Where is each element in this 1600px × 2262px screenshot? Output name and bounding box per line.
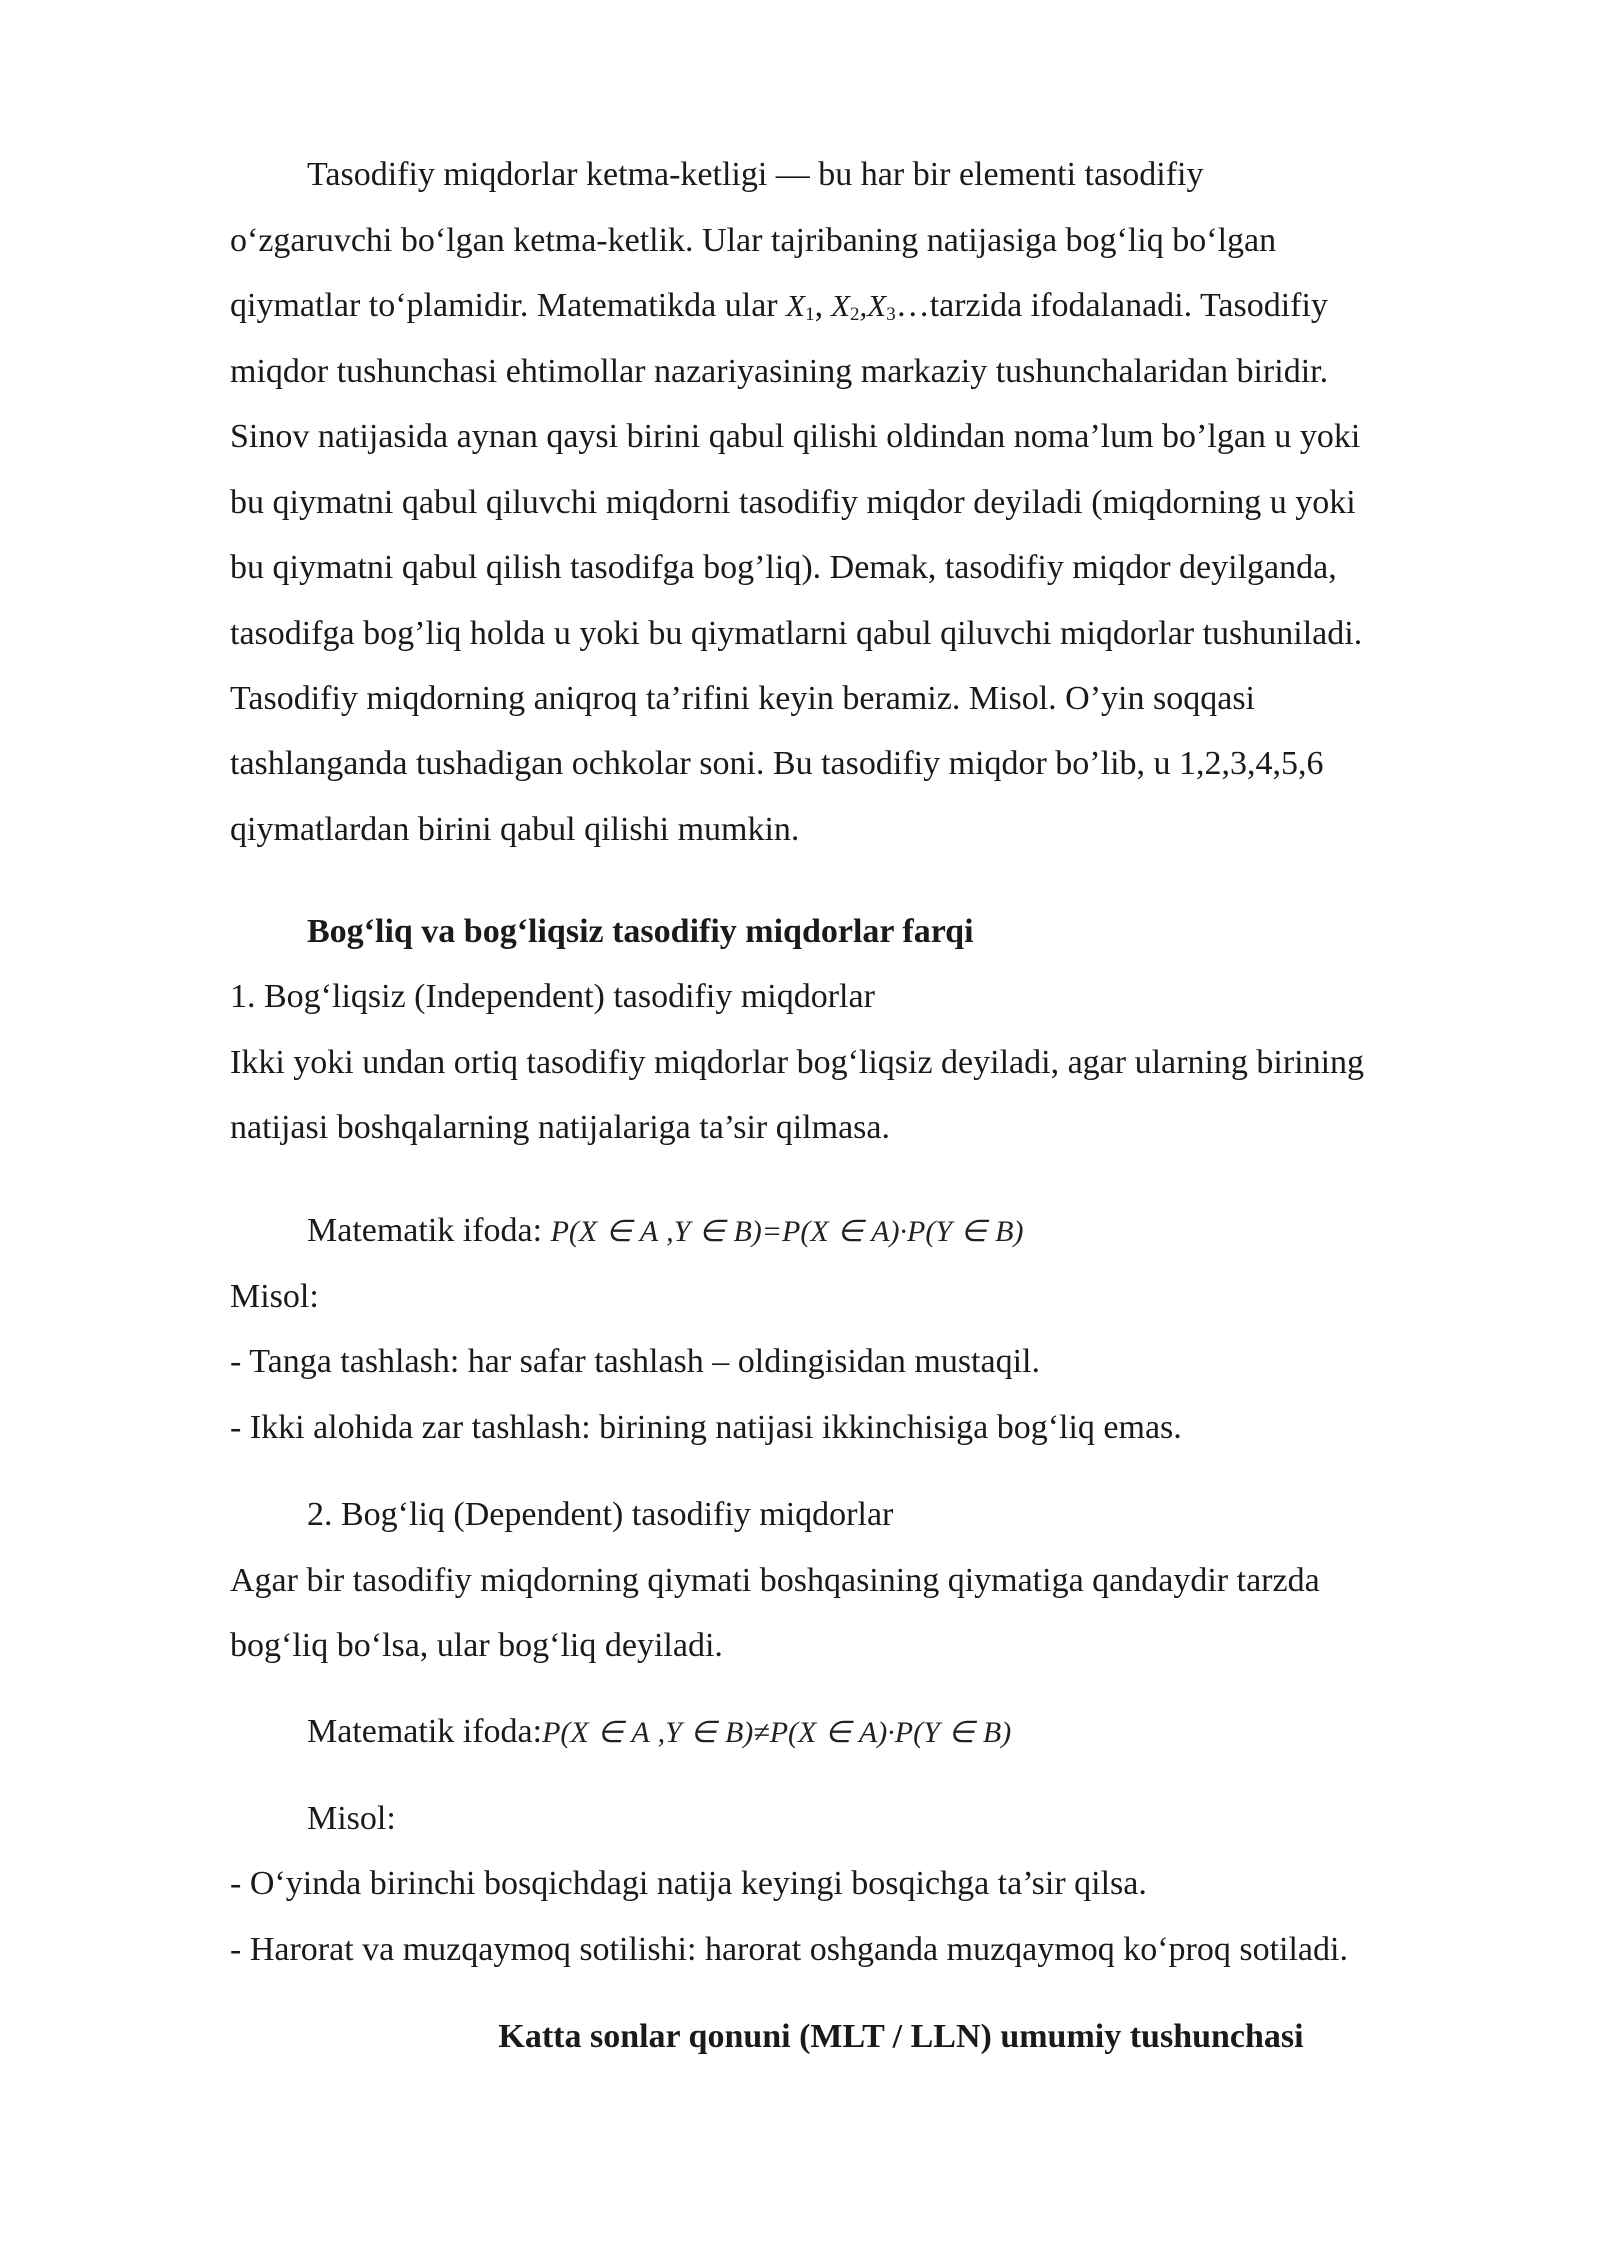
math-var-x3-sub: 3 (886, 304, 896, 325)
dependent-formula-row (307, 1699, 1011, 1764)
intro-line-3 (230, 273, 1328, 338)
dependent-line-2: bog‘liq bo‘lsa, ular bog‘liq deyiladi. (230, 1627, 723, 1664)
intro-line-6: bu qiymatni qabul qiluvchi miqdorni tasodifiy miqdor deyiladi (miqdorning u yoki (230, 484, 1356, 521)
math-var-x1-base: X (786, 288, 806, 323)
independent-line-1: Ikki yoki undan ortiq tasodifiy miqdorlar bog‘liqsiz deyiladi, agar ularning birining (230, 1044, 1365, 1081)
intro-line-8: tasodifga bog’liq holda u yoki bu qiymatlarni qabul qiluvchi miqdorlar tushuniladi. (230, 615, 1363, 652)
math-var-x3 (867, 288, 895, 323)
independent-formula-row (307, 1198, 1024, 1263)
math-var-x2-sub: 2 (850, 304, 860, 325)
intro-line-5: Sinov natijasida aynan qaysi birini qabul qilishi oldindan noma’lum bo’lgan u yoki (230, 418, 1361, 455)
intro-line-11: qiymatlardan birini qabul qilishi mumkin. (230, 811, 800, 848)
dependence-formula: P(X ∈ A ,Y ∈ B)≠P(X ∈ A)·P(Y ∈ B) (542, 1716, 1012, 1749)
independent-example-label: Misol: (230, 1278, 319, 1315)
math-var-x2-base: X (831, 288, 850, 323)
intro-line-7: bu qiymatni qabul qilish tasodifga bog’liq). Demak, tasodifiy miqdor deyilganda, (230, 549, 1337, 586)
math-var-x1 (786, 288, 814, 323)
independent-title: 1. Bog‘liqsiz (Independent) tasodifiy miqdorlar (230, 978, 875, 1015)
formula-label: Matematik ifoda: (307, 1713, 543, 1750)
dependent-example-label: Misol: (307, 1800, 396, 1837)
math-var-x3-base: X (867, 288, 887, 323)
math-var-x2 (831, 288, 859, 323)
section-heading: Bog‘liq va bog‘liqsiz tasodifiy miqdorlar farqi (307, 913, 974, 950)
next-section-heading: Katta sonlar qonuni (MLT / LLN) umumiy tushunchasi (498, 2018, 1304, 2055)
dependent-example-1: - O‘yinda birinchi bosqichdagi natija keyingi bosqichga ta’sir qilsa. (230, 1865, 1147, 1902)
dependent-example-2: - Harorat va muzqaymoq sotilishi: harorat oshganda muzqaymoq ko‘proq sotiladi. (230, 1931, 1348, 1968)
intro-line-4: miqdor tushunchasi ehtimollar nazariyasining markaziy tushunchalaridan biridir. (230, 353, 1329, 390)
intro-line-2: o‘zgaruvchi bo‘lgan ketma-ketlik. Ular tajribaning natijasiga bog‘liq bo‘lgan (230, 222, 1277, 259)
math-separator: , (859, 288, 868, 323)
intro-line-9: Tasodifiy miqdorning aniqroq ta’rifini keyin beramiz. Misol. O’yin soqqasi (230, 680, 1255, 717)
intro-line-10: tashlanganda tushadigan ochkolar soni. Bu tasodifiy miqdor bo’lib, u 1,2,3,4,5,6 (230, 745, 1324, 782)
intro-line-3-before: qiymatlar to‘plamidir. Matematikda ular (230, 287, 787, 324)
intro-line-1: Tasodifiy miqdorlar ketma-ketligi — bu har bir elementi tasodifiy (307, 156, 1204, 193)
intro-line-3-after: tarzida ifodalanadi. Tasodifiy (929, 287, 1328, 324)
independent-line-2: natijasi boshqalarning natijalariga ta’sir qilmasa. (230, 1109, 890, 1146)
math-ellipsis: … (895, 287, 930, 324)
math-var-x1-sub: 1 (805, 304, 815, 325)
dependent-line-1: Agar bir tasodifiy miqdorning qiymati boshqasining qiymatiga qandaydir tarzda (230, 1562, 1320, 1599)
independence-formula: P(X ∈ A ,Y ∈ B)=P(X ∈ A)·P(Y ∈ B) (550, 1215, 1024, 1248)
independent-example-2: - Ikki alohida zar tashlash: birining natijasi ikkinchisiga bog‘liq emas. (230, 1409, 1182, 1446)
dependent-title: 2. Bog‘liq (Dependent) tasodifiy miqdorlar (307, 1496, 894, 1533)
math-separator: , (814, 287, 824, 324)
formula-label: Matematik ifoda: (307, 1212, 551, 1249)
independent-example-1: - Tanga tashlash: har safar tashlash – oldingisidan mustaqil. (230, 1343, 1040, 1380)
